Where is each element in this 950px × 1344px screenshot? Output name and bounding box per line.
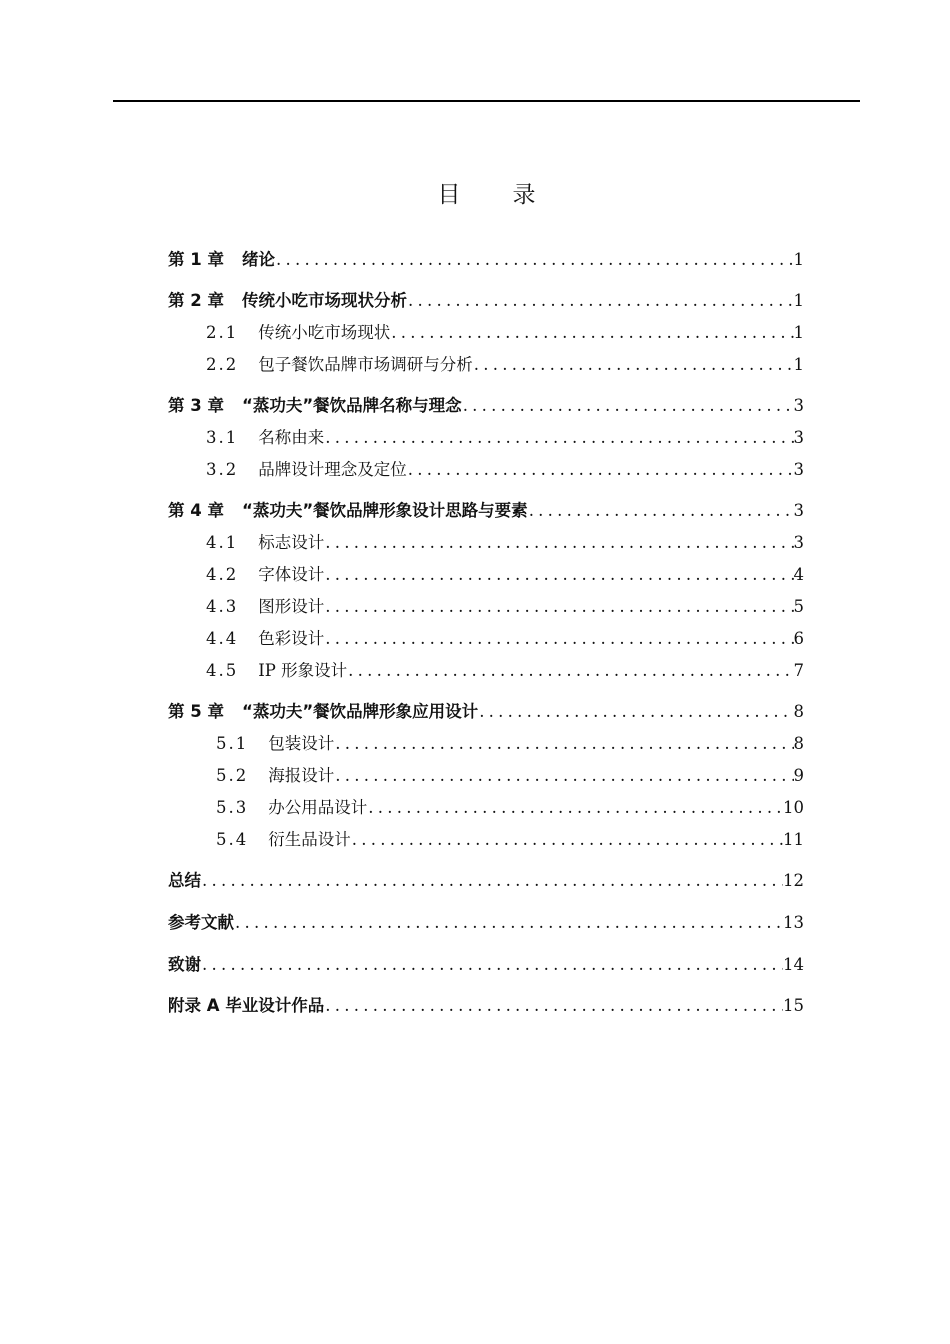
toc-page-number: 4 xyxy=(793,565,804,584)
toc-title: “蒸功夫”餐饮品牌形象应用设计 xyxy=(241,702,479,721)
toc-chapter-entry[interactable] xyxy=(168,953,804,977)
dot-leader xyxy=(390,321,793,345)
toc-chapter-entry[interactable] xyxy=(168,994,804,1018)
toc-title: 绪论 xyxy=(241,250,275,269)
toc-title: 总结 xyxy=(168,871,201,890)
dot-leader xyxy=(201,953,783,977)
toc-page-number: 3 xyxy=(793,501,804,520)
dot-leader xyxy=(324,595,793,619)
dot-leader xyxy=(324,563,793,587)
title-char-2: 录 xyxy=(512,182,538,208)
toc-page-number: 3 xyxy=(793,428,804,447)
toc-page-number: 1 xyxy=(793,291,804,310)
toc-page-number: 7 xyxy=(793,661,804,680)
toc-chapter-entry[interactable] xyxy=(168,911,804,935)
toc-page-number: 1 xyxy=(793,355,804,374)
toc-section-entry[interactable] xyxy=(206,659,804,683)
toc-title: 图形设计 xyxy=(258,597,325,616)
toc-title: 包子餐饮品牌市场调研与分析 xyxy=(258,355,473,374)
toc-chapter-entry[interactable] xyxy=(168,248,804,272)
title-char-1: 目 xyxy=(437,182,463,208)
toc-number: 3.2 xyxy=(206,460,239,479)
toc-page-number: 13 xyxy=(783,913,804,932)
toc-section-entry[interactable] xyxy=(206,321,804,345)
toc-number: 4.5 xyxy=(206,661,239,680)
dot-leader xyxy=(407,289,794,313)
toc-section-entry[interactable] xyxy=(206,426,804,450)
toc-section-entry[interactable] xyxy=(216,796,804,820)
toc-number: 第 4 章 xyxy=(168,501,224,520)
toc-page-number: 3 xyxy=(793,533,804,552)
toc-page-number: 6 xyxy=(793,629,804,648)
dot-leader xyxy=(324,994,783,1018)
dot-leader xyxy=(324,426,793,450)
toc-number: 4.3 xyxy=(206,597,239,616)
toc-page-number: 1 xyxy=(793,250,804,269)
toc-title: 字体设计 xyxy=(258,565,325,584)
toc-title: 衍生品设计 xyxy=(268,830,351,849)
toc-page-number: 11 xyxy=(783,830,804,849)
toc-page-number: 12 xyxy=(783,871,804,890)
toc-title: 海报设计 xyxy=(268,766,335,785)
toc-section-entry[interactable] xyxy=(216,732,804,756)
toc-title: IP 形象设计 xyxy=(258,661,348,680)
toc-title: 名称由来 xyxy=(258,428,325,447)
toc-number: 3.1 xyxy=(206,428,239,447)
toc-number: 2.1 xyxy=(206,323,239,342)
toc-section-entry[interactable] xyxy=(206,595,804,619)
toc-page-number: 8 xyxy=(793,702,804,721)
toc-number: 5.2 xyxy=(216,766,249,785)
dot-leader xyxy=(334,764,793,788)
toc-title: 传统小吃市场现状分析 xyxy=(241,291,407,310)
dot-leader xyxy=(334,732,793,756)
toc-section-entry[interactable] xyxy=(206,458,804,482)
toc-number: 5.4 xyxy=(216,830,249,849)
toc-page-number: 15 xyxy=(783,996,804,1015)
dot-leader xyxy=(275,248,794,272)
toc-number: 4.1 xyxy=(206,533,239,552)
toc-number: 第 1 章 xyxy=(168,250,224,269)
toc-page-number: 8 xyxy=(793,734,804,753)
toc-title: 色彩设计 xyxy=(258,629,325,648)
dot-leader xyxy=(528,499,794,523)
toc-number: 4.2 xyxy=(206,565,239,584)
toc-section-entry[interactable] xyxy=(206,531,804,555)
toc-number: 5.3 xyxy=(216,798,249,817)
toc-title: 传统小吃市场现状 xyxy=(258,323,391,342)
toc-title: 参考文献 xyxy=(168,913,234,932)
dot-leader xyxy=(324,531,793,555)
toc-page-number: 10 xyxy=(783,798,804,817)
toc-section-entry[interactable] xyxy=(216,764,804,788)
toc-chapter-entry[interactable] xyxy=(168,700,804,724)
dot-leader xyxy=(347,659,793,683)
toc-page-number: 5 xyxy=(793,597,804,616)
toc-title: “蒸功夫”餐饮品牌形象设计思路与要素 xyxy=(241,501,528,520)
toc-section-entry[interactable] xyxy=(206,563,804,587)
toc-page-number: 3 xyxy=(793,396,804,415)
toc-title: 致谢 xyxy=(168,955,201,974)
toc-number: 5.1 xyxy=(216,734,249,753)
toc-chapter-entry[interactable] xyxy=(168,499,804,523)
toc-title: 办公用品设计 xyxy=(268,798,368,817)
dot-leader xyxy=(201,869,783,893)
dot-leader xyxy=(351,828,783,852)
toc-chapter-entry[interactable] xyxy=(168,869,804,893)
dot-leader xyxy=(473,353,794,377)
dot-leader xyxy=(367,796,783,820)
toc-page-number: 1 xyxy=(793,323,804,342)
dot-leader xyxy=(478,700,793,724)
toc-chapter-entry[interactable] xyxy=(168,289,804,313)
toc-chapter-entry[interactable] xyxy=(168,394,804,418)
toc-number: 第 2 章 xyxy=(168,291,224,310)
toc-page-number: 14 xyxy=(783,955,804,974)
toc-section-entry[interactable] xyxy=(206,353,804,377)
toc-title: 包装设计 xyxy=(268,734,335,753)
toc-section-entry[interactable] xyxy=(206,627,804,651)
toc-number: 第 5 章 xyxy=(168,702,224,721)
dot-leader xyxy=(407,458,794,482)
toc-page-number: 3 xyxy=(793,460,804,479)
dot-leader xyxy=(324,627,793,651)
dot-leader xyxy=(462,394,794,418)
toc-number: 2.2 xyxy=(206,355,239,374)
toc-page-number: 9 xyxy=(793,766,804,785)
toc-title: 标志设计 xyxy=(258,533,325,552)
toc-number: 4.4 xyxy=(206,629,239,648)
toc-number: 第 3 章 xyxy=(168,396,224,415)
toc-title: 品牌设计理念及定位 xyxy=(258,460,407,479)
toc-title: 附录 A 毕业设计作品 xyxy=(168,996,325,1015)
dot-leader xyxy=(234,911,783,935)
toc-section-entry[interactable] xyxy=(216,828,804,852)
toc-title: “蒸功夫”餐饮品牌名称与理念 xyxy=(241,396,462,415)
